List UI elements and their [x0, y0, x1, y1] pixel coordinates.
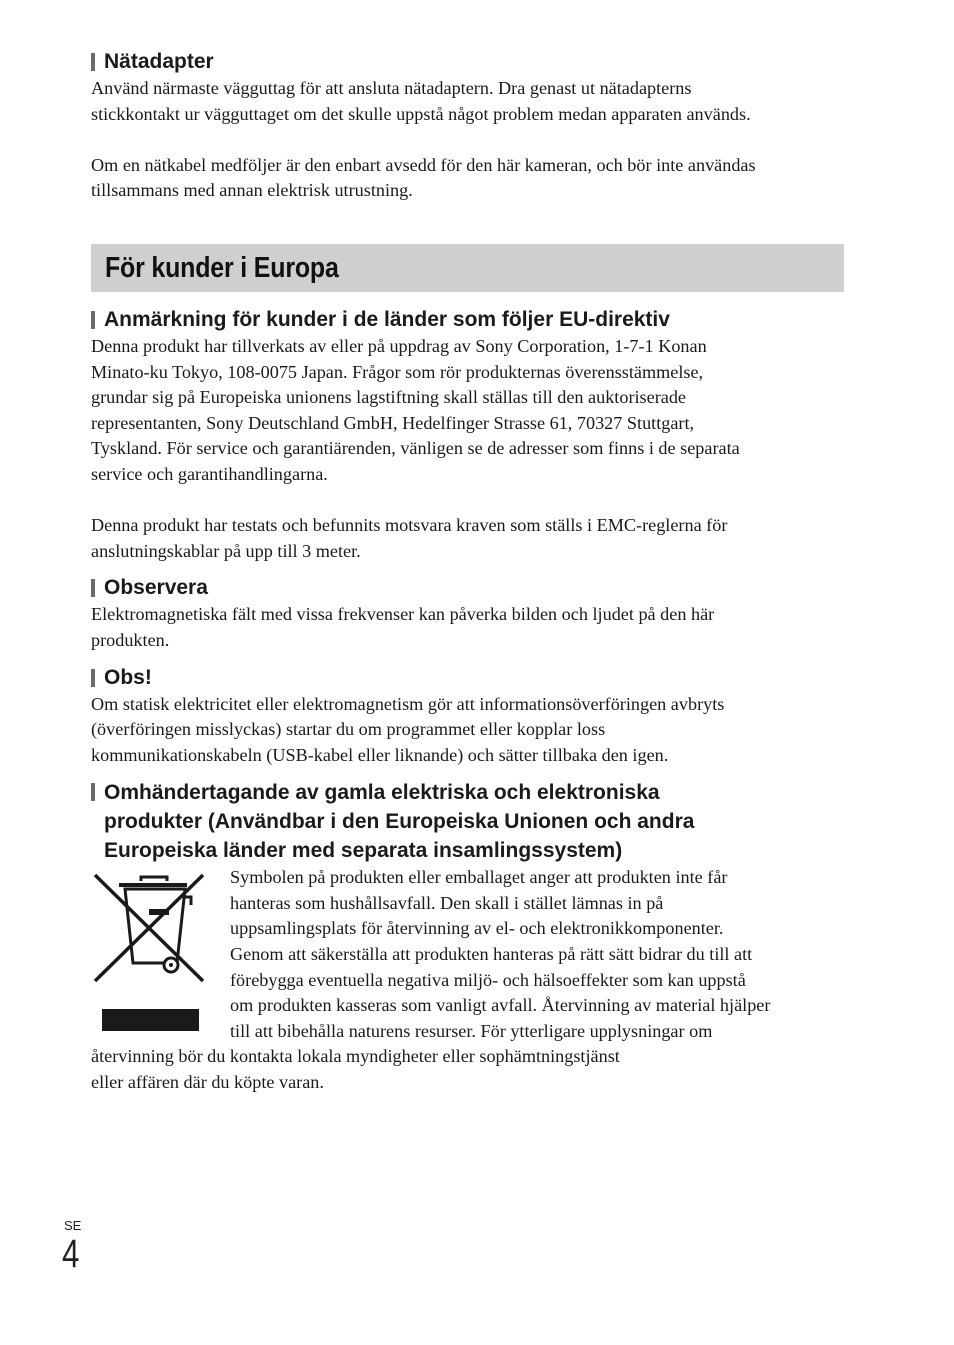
text-line: uppsamlingsplats för återvinning av el- och elektronikkomponenter.: [230, 918, 724, 939]
text-line: Symbolen på produkten eller emballaget anger att produkten inte får: [230, 867, 728, 888]
heading-text-line: produkter (Användbar i den Europeiska Unionen och andra: [104, 810, 695, 834]
text-line: Denna produkt har tillverkats av eller på uppdrag av Sony Corporation, 1-7-1 Konan: [91, 335, 707, 356]
text-line: Om statisk elektricitet eller elektromagnetism gör att informationsöverföringen avbryts: [91, 693, 725, 714]
paragraph-observera: [91, 602, 844, 653]
text-line: hanteras som hushållsavfall. Den skall i stället lämnas in på: [230, 892, 664, 913]
heading-bar: [91, 311, 95, 329]
heading-text: Obs!: [104, 665, 152, 689]
heading-bar: [91, 783, 95, 801]
text-line: Om en nätkabel medföljer är den enbart avsedd för den här kameran, och bör inte användas: [91, 154, 756, 175]
text-line: till att bibehålla naturens resurser. För ytterligare upplysningar om: [230, 1020, 713, 1041]
heading-text: Nätadapter: [104, 50, 214, 73]
heading-bar: [91, 579, 95, 597]
crossed-out-wheelie-bin-icon: [91, 867, 219, 1037]
section-heading-obs: [91, 664, 844, 692]
paragraph-eu-directive-2: [91, 513, 844, 564]
text-line: Elektromagnetiska fält med vissa frekvenser kan påverka bilden och ljudet på den här: [91, 604, 715, 625]
heading-text-line: Omhändertagande av gamla elektriska och elektroniska: [104, 781, 660, 805]
paragraph-natadapter-1: [91, 76, 844, 127]
text-line: Denna produkt har testats och befunnits motsvara kraven som ställs i EMC-reglerna för: [91, 515, 728, 536]
text-line: återvinning bör du kontakta lokala myndigheter eller sophämtningstjänst: [91, 1046, 620, 1067]
paragraph-obs: [91, 692, 844, 769]
text-line: (överföringen misslyckas) startar du om programmet eller kopplar loss: [91, 719, 606, 740]
text-line: Använd närmaste vägguttag för att ansluta nätadaptern. Dra genast ut nätadapterns: [91, 78, 692, 98]
text-line: service och garantihandlingarna.: [91, 463, 328, 484]
text-line: stickkontakt ur vägguttaget om det skulle uppstå något problem medan apparaten används.: [91, 103, 751, 124]
text-line: Minato-ku Tokyo, 108-0075 Japan. Frågor som rör produkternas överensstämmelse,: [91, 361, 704, 382]
section-heading-observera: [91, 574, 844, 602]
text-line: Tyskland. För service och garantiärenden, vänligen se de adresser som finns i de separata: [91, 438, 740, 459]
section-heading-eu-directive: [91, 306, 844, 334]
section-heading-natadapter: [91, 48, 844, 76]
text-line: eller affären där du köpte varan.: [91, 1072, 324, 1093]
heading-text-line: Europeiska länder med separata insamlingssystem): [104, 839, 623, 863]
section-heading-weee: [91, 778, 844, 865]
text-line: förebygga eventuella negativa miljö- och hälsoeffekter som kan uppstå: [230, 969, 746, 990]
paragraph-eu-directive-1: [91, 334, 844, 488]
text-line: representanten, Sony Deutschland GmbH, Hedelfinger Strasse 61, 70327 Stuttgart,: [91, 412, 695, 433]
text-line: produkten.: [91, 629, 170, 650]
language-code: SE: [64, 1218, 82, 1233]
text-line: anslutningskablar på upp till 3 meter.: [91, 540, 361, 561]
text-line: om produkten kasseras som vanligt avfall. Återvinning av material hjälper: [230, 995, 771, 1016]
section-banner: [91, 244, 844, 292]
text-line: grundar sig på Europeiska unionens lagstiftning skall ställas till den auktoriserade: [91, 387, 687, 408]
heading-text: Observera: [104, 576, 208, 600]
document-page: [91, 48, 844, 1096]
text-line: tillsammans med annan elektrisk utrustning.: [91, 180, 413, 201]
heading-text: Anmärkning för kunder i de länder som följer EU-direktiv: [104, 307, 670, 331]
text-line: Genom att säkerställa att produkten hanteras på rätt sätt bidrar du till att: [230, 944, 753, 965]
paragraph-natadapter-2: [91, 153, 844, 204]
banner-title: För kunder i Europa: [105, 251, 339, 284]
weee-block: [91, 865, 844, 1095]
page-number: 4: [62, 1232, 80, 1276]
heading-bar: [91, 669, 95, 687]
heading-bar: [91, 53, 95, 71]
text-line: kommunikationskabeln (USB-kabel eller liknande) och sätter tillbaka den igen.: [91, 744, 669, 765]
